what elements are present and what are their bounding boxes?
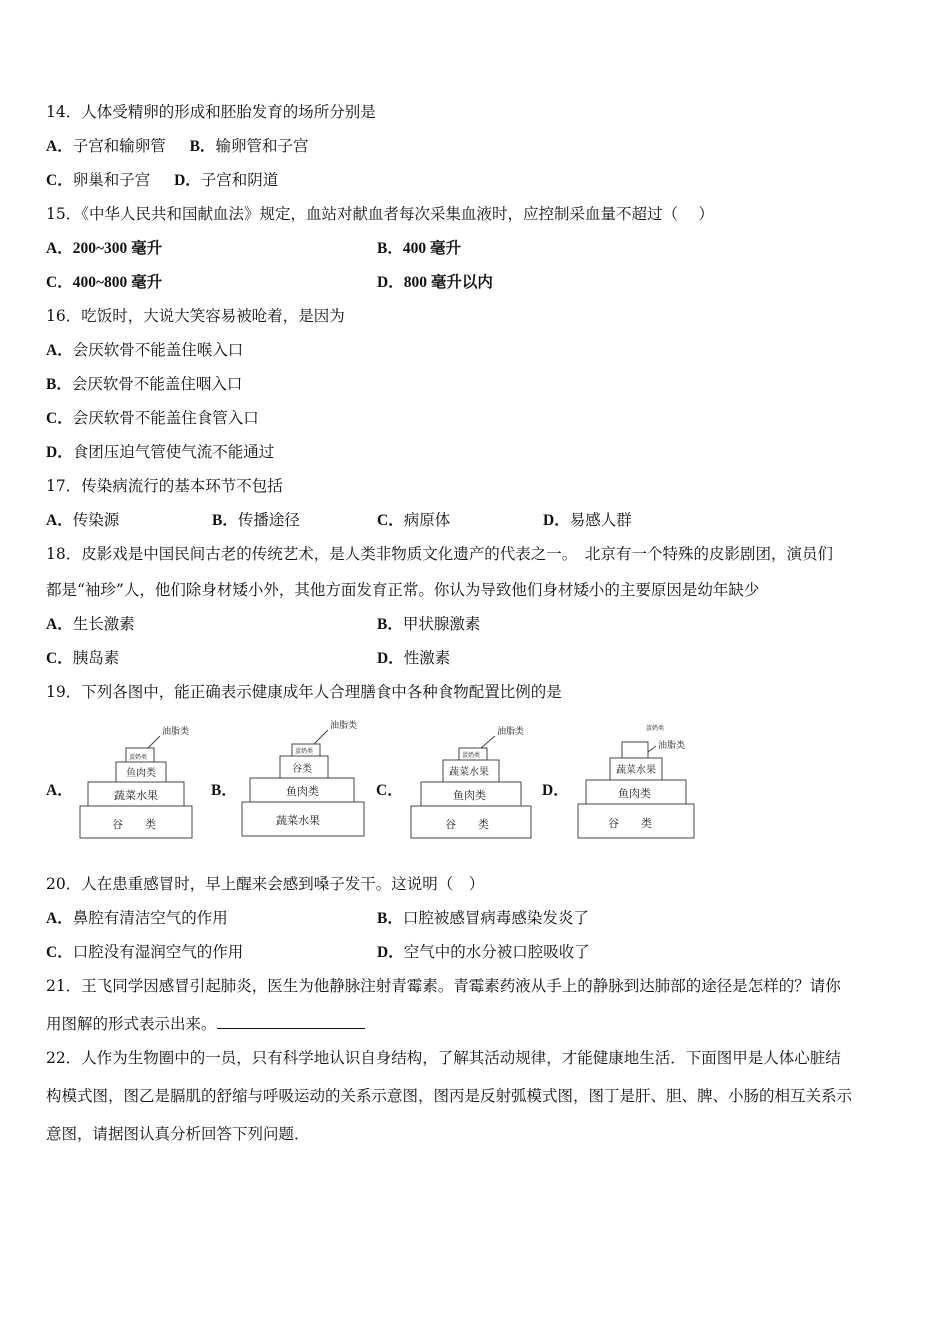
- q20-stem: 20．人在患重感冒时，早上醒来会感到嗓子发干。这说明（ ）: [46, 875, 485, 893]
- q15-option-c-key: C．: [46, 274, 73, 291]
- q15-option-c-text: 400~800 毫升: [72, 274, 163, 291]
- q17-option-b: [212, 510, 300, 531]
- q15-option-b-text: 400 毫升: [402, 240, 461, 257]
- q22-stem-line2: 构模式图，图乙是膈肌的舒缩与呼吸运动的关系示意图，图丙是反射弧模式图，图丁是肝、胆、脾、小肠的相互关系示: [46, 1087, 853, 1105]
- q19-label-c: C．: [376, 782, 403, 799]
- pyramid-d-meat: 鱼肉类: [618, 787, 651, 800]
- q15-option-a: [46, 238, 162, 259]
- q18-stem-line2: 都是“袖珍”人，他们除身材矮小外，其他方面发育正常。你认为导致他们身材矮小的主要原因是幼年缺少: [46, 581, 760, 599]
- q16-option-b-key: B．: [46, 376, 72, 393]
- q18-option-c-key: C．: [46, 650, 73, 667]
- q15-option-a-key: A．: [46, 240, 73, 257]
- q16-option-b-text: 会厌软骨不能盖住咽入口: [71, 375, 243, 393]
- q19-pyramid-d: [574, 718, 704, 843]
- pyramid-c-oil: 油脂类: [497, 727, 525, 737]
- pyramid-a-oil: 油脂类: [162, 727, 190, 737]
- q17-option-b-text: 传播途径: [237, 511, 300, 529]
- q18-option-c: [46, 648, 119, 669]
- q14-option-c: 卵巢和子宫: [72, 171, 151, 189]
- q20-option-c-text: 口腔没有湿润空气的作用: [72, 943, 244, 961]
- q18-option-c-text: 胰岛素: [72, 649, 120, 667]
- pyramid-c-dairy: 蛋奶类: [462, 752, 481, 759]
- q19-label-d: D．: [542, 782, 569, 799]
- q14-stem: 14．人体受精卵的形成和胚胎发育的场所分别是: [46, 103, 376, 121]
- pyramid-c-meat: 鱼肉类: [453, 789, 486, 802]
- pyramid-c-grain: 谷 类: [445, 818, 489, 831]
- q15-option-d-key: D．: [377, 274, 404, 291]
- q18-option-d: [377, 648, 450, 669]
- q17-option-c: [377, 510, 450, 531]
- q15-option-b: [377, 238, 461, 259]
- q22-stem-line1: 22．人作为生物圈中的一员，只有科学地认识自身结构，了解其活动规律，才能健康地生活．下面图甲是人体心脏结: [46, 1049, 841, 1067]
- q19-label-b: B．: [211, 782, 237, 799]
- pyramid-b-svg: [238, 718, 368, 843]
- q17-stem: 17．传染病流行的基本环节不包括: [46, 477, 283, 495]
- q19-label-a: A．: [46, 782, 73, 799]
- pyramid-b-veg: 蔬菜水果: [276, 814, 320, 827]
- q14-option-c-key: C．: [46, 172, 73, 189]
- q18-stem-line1: 18．皮影戏是中国民间古老的传统艺术，是人类非物质文化遗产的代表之一。 北京有一个特殊的皮影剧团，演员们: [46, 545, 833, 563]
- q16-stem: 16．吃饭时，大说大笑容易被呛着，是因为: [46, 307, 345, 325]
- q16-option-a-text: 会厌软骨不能盖住喉入口: [72, 341, 244, 359]
- pyramid-a-veg: 蔬菜水果: [114, 789, 158, 802]
- q20-option-c-key: C．: [46, 944, 73, 961]
- pyramid-b-grain: 谷类: [292, 764, 312, 775]
- pyramid-b-oil: 油脂类: [330, 721, 358, 731]
- q21-stem-line2-text: 用图解的形式表示出来。: [46, 1015, 217, 1033]
- q19-pyramid-c: [407, 718, 537, 843]
- pyramid-c-veg: 蔬菜水果: [449, 767, 489, 778]
- q14-option-d: 子宫和阴道: [200, 171, 279, 189]
- q14-option-d-key: D．: [174, 172, 201, 189]
- q14-options-line2: [46, 170, 278, 191]
- pyramid-a-grain: 谷 类: [112, 818, 156, 831]
- q18-option-d-key: D．: [377, 650, 404, 667]
- q16-option-d: [46, 442, 274, 463]
- q16-option-d-key: D．: [46, 444, 73, 461]
- q22-stem-line3: 意图，请据图认真分析回答下列问题．: [46, 1125, 310, 1143]
- q18-option-b-text: 甲状腺激素: [402, 615, 481, 633]
- q16-option-d-text: 食团压迫气管使气流不能通过: [72, 443, 275, 461]
- q18-option-d-text: 性激素: [403, 649, 451, 667]
- pyramid-d-dairy-top: 蛋奶类: [646, 725, 665, 732]
- pyramid-d-grain: 谷 类: [608, 817, 652, 830]
- q18-option-a-text: 生长激素: [72, 615, 135, 633]
- q21-stem-line2: [46, 1014, 365, 1034]
- q19-stem: 19．下列各图中，能正确表示健康成年人合理膳食中各种食物配置比例的是: [46, 683, 562, 701]
- q17-option-b-key: B．: [212, 512, 238, 529]
- q14-options-line1: [46, 136, 308, 157]
- q17-option-a-text: 传染源: [72, 511, 120, 529]
- q17-option-d: [543, 510, 632, 531]
- q20-option-d: [377, 942, 590, 963]
- q14-option-a-key: A．: [46, 138, 73, 155]
- q15-option-c: [46, 272, 162, 293]
- q15-stem: 15．《中华人民共和国献血法》规定，血站对献血者每次采集血液时，应控制采血量不超过（ ）: [46, 205, 714, 223]
- q21-answer-blank[interactable]: [217, 1014, 365, 1029]
- q20-option-a-key: A．: [46, 910, 73, 927]
- q15-option-a-text: 200~300 毫升: [72, 240, 163, 257]
- q17-option-c-key: C．: [377, 512, 404, 529]
- q17-option-a-key: A．: [46, 512, 73, 529]
- q20-option-b: [377, 908, 589, 929]
- q20-option-b-key: B．: [377, 910, 403, 927]
- q16-option-c-text: 会厌软骨不能盖住食管入口: [72, 409, 259, 427]
- q20-option-d-text: 空气中的水分被口腔吸收了: [403, 943, 590, 961]
- q16-option-a-key: A．: [46, 342, 73, 359]
- q16-option-c: [46, 408, 259, 429]
- q14-option-b: 输卵管和子宫: [215, 137, 309, 155]
- q16-option-c-key: C．: [46, 410, 73, 427]
- pyramid-a-dairy: 蛋奶类: [129, 754, 148, 761]
- q17-option-d-key: D．: [543, 512, 570, 529]
- pyramid-a-svg: [76, 718, 206, 843]
- q14-option-b-key: B．: [189, 138, 216, 155]
- pyramid-c-svg: [407, 718, 537, 843]
- q18-option-a-key: A．: [46, 616, 73, 633]
- pyramid-b-meat: 鱼肉类: [286, 785, 319, 798]
- q21-stem-line1: 21．王飞同学因感冒引起肺炎，医生为他静脉注射青霉素。青霉素药液从手上的静脉到达肺部的途径是怎样的？请你: [46, 977, 841, 995]
- q17-option-d-text: 易感人群: [569, 511, 632, 529]
- q20-option-c: [46, 942, 243, 963]
- q15-option-d: [377, 272, 493, 293]
- q16-option-b: [46, 374, 242, 395]
- q20-option-b-text: 口腔被感冒病毒感染发炎了: [402, 909, 589, 927]
- q19-pyramid-b: [238, 718, 368, 843]
- q15-option-d-text: 800 毫升以内: [403, 274, 493, 291]
- q16-option-a: [46, 340, 243, 361]
- pyramid-d-svg: [574, 718, 704, 843]
- pyramid-d-veg: 蔬菜水果: [616, 765, 656, 776]
- pyramid-a-meat: 鱼肉类: [126, 768, 156, 779]
- q18-option-b: [377, 614, 480, 635]
- q17-option-a: [46, 510, 119, 531]
- q14-option-a: 子宫和输卵管: [72, 137, 166, 155]
- q18-option-b-key: B．: [377, 616, 403, 633]
- q17-option-c-text: 病原体: [403, 511, 451, 529]
- q20-option-a-text: 鼻腔有清洁空气的作用: [72, 909, 228, 927]
- q19-pyramid-a: [76, 718, 206, 843]
- q20-option-a: [46, 908, 228, 929]
- q15-option-b-key: B．: [377, 240, 403, 257]
- pyramid-d-oil-side: 油脂类: [658, 741, 686, 751]
- pyramid-b-dairy: 蛋奶类: [295, 748, 314, 755]
- q20-option-d-key: D．: [377, 944, 404, 961]
- q18-option-a: [46, 614, 135, 635]
